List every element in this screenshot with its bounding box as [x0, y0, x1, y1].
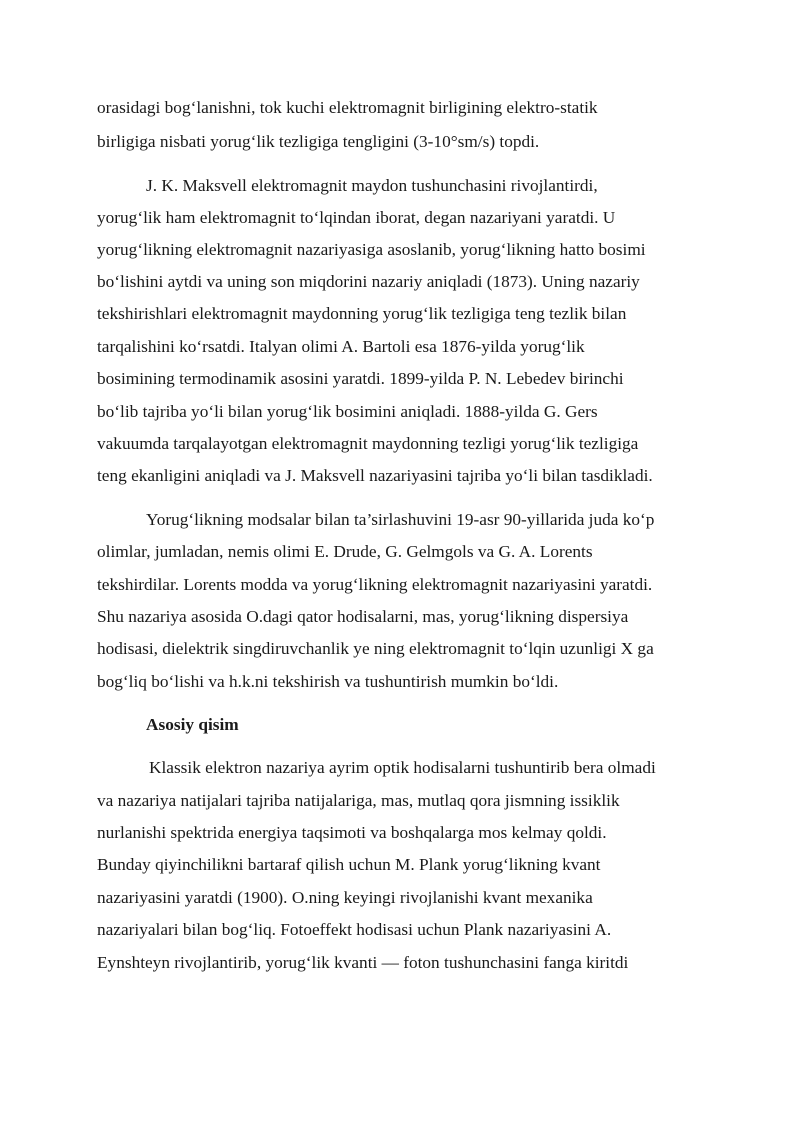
- text-line: Yorug‘likning modsalar bilan ta’sirlashuvini 19-asr 90-yillarida juda ko‘p: [146, 510, 655, 529]
- text-line: nurlanishi spektrida energiya taqsimoti va boshqalarga mos kelmay qoldi.: [97, 823, 607, 842]
- text-line: birligiga nisbati yorug‘lik tezligiga tengligini (3-10°sm/s) topdi.: [97, 132, 540, 151]
- text-line: orasidagi bog‘lanishni, tok kuchi elektromagnit birligining elektro-statik: [97, 98, 598, 117]
- text-line: nazariyalari bilan bog‘liq. Fotoeffekt hodisasi uchun Plank nazariyasini A.: [97, 920, 612, 939]
- text-line: Bunday qiyinchilikni bartaraf qilish uchun M. Plank yorug‘likning kvant: [97, 855, 601, 874]
- text-line: Klassik elektron nazariya ayrim optik hodisalarni tushuntirib bera olmadi: [149, 758, 656, 777]
- section-heading: Asosiy qisim: [146, 715, 239, 734]
- text-line: bog‘liq bo‘lishi va h.k.ni tekshirish va tushuntirish mumkin bo‘ldi.: [97, 672, 559, 691]
- text-line: tekshirdilar. Lorents modda va yorug‘likning elektromagnit nazariyasini yaratdi.: [97, 575, 653, 594]
- text-line: bosimining termodinamik asosini yaratdi. 1899-yilda P. N. Lebedev birinchi: [97, 369, 624, 388]
- text-line: vakuumda tarqalayotgan elektromagnit maydonning tezligi yorug‘lik tezligiga: [97, 434, 639, 453]
- text-line: Eynshteyn rivojlantirib, yorug‘lik kvanti — foton tushunchasini fanga kiritdi: [97, 953, 629, 972]
- text-line: tekshirishlari elektromagnit maydonning yorug‘lik tezligiga teng tezlik bilan: [97, 304, 627, 323]
- text-line: tarqalishini ko‘rsatdi. Italyan olimi A. Bartoli esa 1876-yilda yorug‘lik: [97, 337, 585, 356]
- text-line: va nazariya natijalari tajriba natijalariga, mas, mutlaq qora jismning issiklik: [97, 791, 620, 810]
- text-line: yorug‘likning elektromagnit nazariyasiga asoslanib, yorug‘likning hatto bosimi: [97, 240, 646, 259]
- text-line: bo‘lishini aytdi va uning son miqdorini nazariy aniqladi (1873). Uning nazariy: [97, 272, 640, 291]
- text-line: J. K. Maksvell elektromagnit maydon tushunchasini rivojlantirdi,: [146, 176, 598, 195]
- text-line: hodisasi, dielektrik singdiruvchanlik ye ning elektromagnit to‘lqin uzunligi X ga: [97, 639, 654, 658]
- text-line: olimlar, jumladan, nemis olimi E. Drude, G. Gelmgols va G. A. Lorents: [97, 542, 593, 561]
- text-line: yorug‘lik ham elektromagnit to‘lqindan iborat, degan nazariyani yaratdi. U: [97, 208, 616, 227]
- text-line: Shu nazariya asosida O.dagi qator hodisalarni, mas, yorug‘likning dispersiya: [97, 607, 629, 626]
- text-line: nazariyasini yaratdi (1900). O.ning keyingi rivojlanishi kvant mexanika: [97, 888, 593, 907]
- text-line: bo‘lib tajriba yo‘li bilan yorug‘lik bosimini aniqladi. 1888-yilda G. Gers: [97, 402, 598, 421]
- text-line: teng ekanligini aniqladi va J. Maksvell nazariyasini tajriba yo‘li bilan tasdikladi.: [97, 466, 653, 485]
